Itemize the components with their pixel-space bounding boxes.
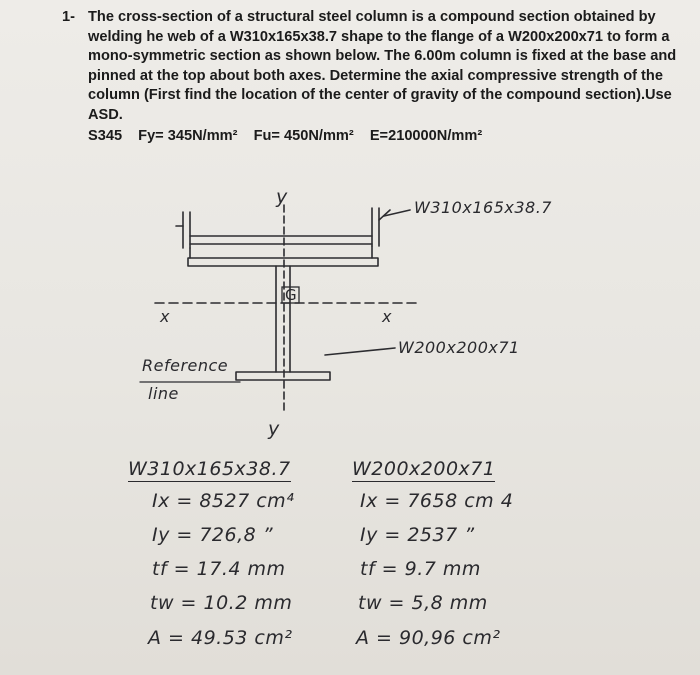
right-ix: Ix = 7658 cm 4 — [360, 490, 514, 512]
left-tf: tf = 17.4 mm — [152, 558, 286, 580]
x-axis-label-right: x — [382, 307, 392, 326]
left-iy: Iy = 726,8 ” — [152, 524, 274, 546]
upper-section-label: W310x165x38.7 — [414, 198, 552, 217]
reference-label: Reference — [142, 356, 229, 375]
right-tf: tf = 9.7 mm — [360, 558, 481, 580]
left-table-title: W310x165x38.7 — [128, 458, 291, 480]
left-area: A = 49.53 cm² — [148, 627, 293, 649]
y-axis-label-bottom: y — [268, 418, 280, 440]
right-tw: tw = 5,8 mm — [358, 592, 488, 614]
elastic-modulus: E=210000N/mm² — [369, 127, 483, 144]
centroid-label: G — [285, 286, 298, 304]
steel-grade: S345 — [88, 127, 123, 144]
problem-number: 1- — [62, 9, 75, 25]
lower-section-label: W200x200x71 — [398, 338, 520, 357]
ultimate-strength: Fu= 450N/mm² — [253, 127, 354, 144]
right-area: A = 90,96 cm² — [356, 627, 501, 649]
right-table-title: W200x200x71 — [352, 458, 496, 480]
left-ix: Ix = 8527 cm⁴ — [152, 490, 295, 512]
y-axis-label-top: y — [276, 186, 288, 208]
reference-line-label: line — [148, 384, 179, 403]
x-axis-label-left: x — [160, 307, 170, 326]
right-iy: Iy = 2537 ” — [360, 524, 475, 546]
problem-paragraph: The cross-section of a structural steel column is a compound section obtained by welding he web of a W310x165x38.7 shape to the flange of a W200x200x71 to form a mono-symmetric section as shown below. The 6.00m column is fixed at the base and pinned at the top about both axes. Determine the axial compressive strength of the column (First find the location of the center of gravity of the compound section).Use ASD. — [88, 9, 677, 123]
yield-strength: Fy= 345N/mm² — [138, 127, 238, 144]
left-tw: tw = 10.2 mm — [150, 592, 293, 614]
